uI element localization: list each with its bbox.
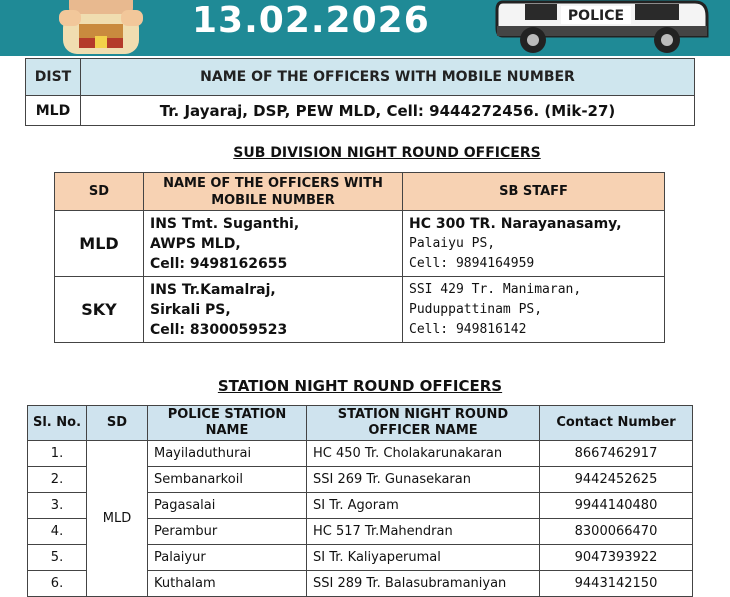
dist-cell: MLD xyxy=(26,96,81,126)
column-header-dist: DIST xyxy=(26,59,81,96)
district-table xyxy=(25,58,695,126)
officer-line: INS Tmt. Suganthi, xyxy=(150,216,300,232)
table-row xyxy=(28,441,693,467)
station-cell: Kuthalam xyxy=(148,571,307,597)
column-header-sl-no: Sl. No. xyxy=(28,406,87,441)
station-cell: Mayiladuthurai xyxy=(148,441,307,467)
officer-cell: SI Tr. Kaliyaperumal xyxy=(307,545,540,571)
station-cell: Palaiyur xyxy=(148,545,307,571)
column-header-officer-name: STATION NIGHT ROUND OFFICER NAME xyxy=(307,406,540,441)
sd-cell: SKY xyxy=(55,277,144,343)
officer-cell xyxy=(144,211,403,277)
sl-no-cell: 3. xyxy=(28,493,87,519)
subdivision-heading: SUB DIVISION NIGHT ROUND OFFICERS xyxy=(233,145,541,161)
column-header-sd: SD xyxy=(55,173,144,211)
table-row xyxy=(55,211,665,277)
sb-staff-line: SSI 429 Tr. Manimaran, xyxy=(409,282,582,297)
contact-cell: 9442452625 xyxy=(540,467,693,493)
officer-cell xyxy=(144,277,403,343)
header-banner xyxy=(0,0,730,56)
contact-cell: 9443142150 xyxy=(540,571,693,597)
sb-staff-line: Puduppattinam PS, xyxy=(409,302,543,317)
sl-no-cell: 6. xyxy=(28,571,87,597)
sb-staff-line: Palaiyu PS, xyxy=(409,236,496,251)
car-police-label: POLICE xyxy=(567,8,625,24)
column-header-officers: NAME OF THE OFFICERS WITH MOBILE NUMBER xyxy=(144,173,403,211)
sb-staff-cell xyxy=(403,277,665,343)
sl-no-cell: 4. xyxy=(28,519,87,545)
officer-cell: HC 517 Tr.Mahendran xyxy=(307,519,540,545)
column-header-sd: SD xyxy=(87,406,148,441)
contact-cell: 9944140480 xyxy=(540,493,693,519)
sb-staff-line: Cell: 949816142 xyxy=(409,322,527,337)
sl-no-cell: 1. xyxy=(28,441,87,467)
station-cell: Pagasalai xyxy=(148,493,307,519)
station-cell: Perambur xyxy=(148,519,307,545)
sb-staff-line: Cell: 9894164959 xyxy=(409,256,535,271)
contact-cell: 9047393922 xyxy=(540,545,693,571)
officer-cell: SI Tr. Agoram xyxy=(307,493,540,519)
sb-staff-line: HC 300 TR. Narayanasamy, xyxy=(409,216,622,232)
sb-staff-cell xyxy=(403,211,665,277)
contact-cell: 8667462917 xyxy=(540,441,693,467)
station-heading: STATION NIGHT ROUND OFFICERS xyxy=(217,377,503,395)
officer-cell: SSI 289 Tr. Balasubramaniyan xyxy=(307,571,540,597)
police-car-illustration xyxy=(495,0,710,56)
station-cell: Sembanarkoil xyxy=(148,467,307,493)
sd-cell: MLD xyxy=(87,441,148,597)
officer-cell: Tr. Jayaraj, DSP, PEW MLD, Cell: 9444272456. (Mik-27) xyxy=(81,96,695,126)
column-header-sb-staff: SB STAFF xyxy=(403,173,665,211)
column-header-officers: NAME OF THE OFFICERS WITH MOBILE NUMBER xyxy=(81,59,695,96)
officer-cell: HC 450 Tr. Cholakarunakaran xyxy=(307,441,540,467)
column-header-contact: Contact Number xyxy=(540,406,693,441)
table-row xyxy=(26,96,695,126)
officer-line: Cell: 9498162655 xyxy=(150,256,288,272)
officer-line: AWPS MLD, xyxy=(150,236,241,252)
subdivision-table xyxy=(54,172,665,343)
column-header-station-name: POLICE STATION NAME xyxy=(148,406,307,441)
officer-line: Sirkali PS, xyxy=(150,302,231,318)
officer-line: Cell: 8300059523 xyxy=(150,322,288,338)
table-row xyxy=(55,277,665,343)
sl-no-cell: 5. xyxy=(28,545,87,571)
station-table xyxy=(27,405,693,597)
police-officer-illustration xyxy=(55,0,147,54)
report-date: 13.02.2026 xyxy=(192,0,430,41)
officer-line: INS Tr.Kamalraj, xyxy=(150,282,276,298)
contact-cell: 8300066470 xyxy=(540,519,693,545)
sl-no-cell: 2. xyxy=(28,467,87,493)
sd-cell: MLD xyxy=(55,211,144,277)
officer-cell: SSI 269 Tr. Gunasekaran xyxy=(307,467,540,493)
